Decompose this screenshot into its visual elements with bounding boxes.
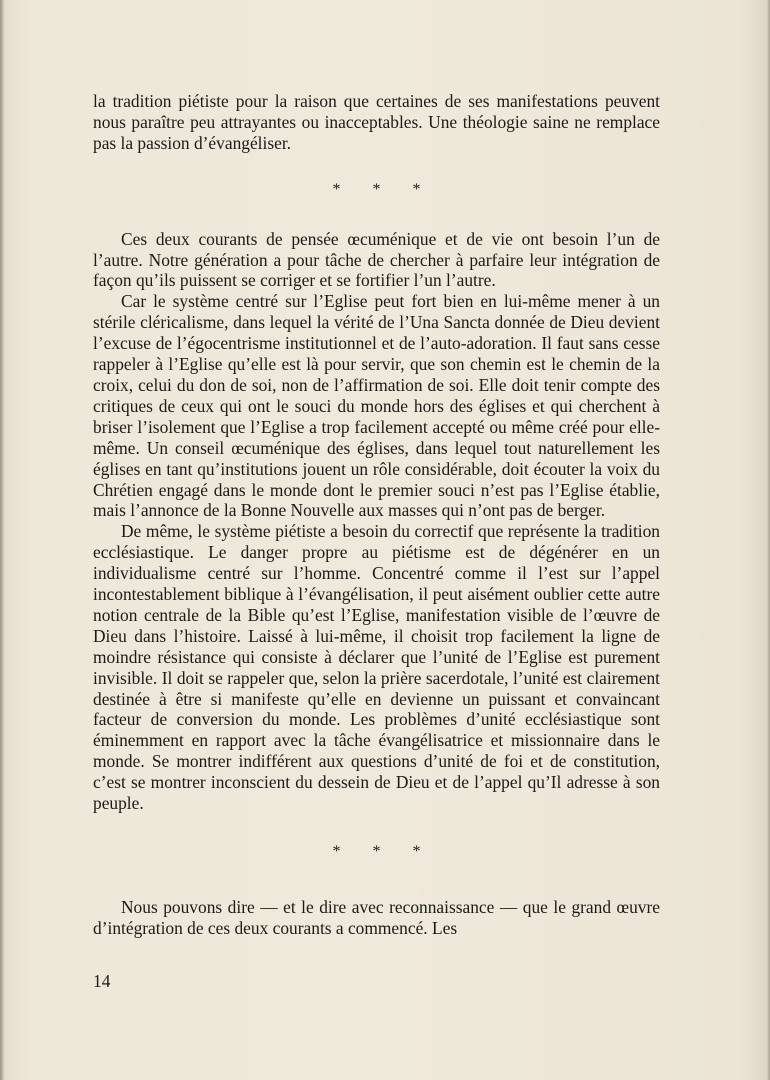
- paragraph: Ces deux courants de pensée œcuménique et de vie ont besoin l’un de l’autre. Notre génération a pour tâche de chercher à parfaire leur intégration de façon qu’ils puissent se corriger et se fortifier l’un l’autre.: [93, 228, 660, 291]
- body-text: [93, 91, 660, 939]
- paragraph: Car le système centré sur l’Eglise peut fort bien en lui-même mener à un stérile cléricalisme, dans lequel la vérité de l’Una Sancta donnée de Dieu devient l’excuse de l’égocentrisme institutionnel et de l’auto-adoration. Il faut sans cesse rappeler à l’Eglise qu’elle est là pour servir, que son chemin est le chemin de la croix, celui du don de soi, non de l’affirmation de soi. Elle doit tenir compte des critiques de ceux qui ont le souci du monde hors des églises et qui cherchent à briser l’isolement que l’Eglise a trop facilement accepté ou même créé pour elle-même. Un conseil œcuménique des églises, dans lequel tout naturellement les églises en tant qu’institutions jouent un rôle considérable, doit écouter la voix du Chrétien engagé dans le monde dont le premier souci n’est pas l’Eglise établie, mais l’annonce de la Bonne Nouvelle aux masses qui n’ont pas de berger.: [93, 291, 660, 521]
- section-separator: * * *: [332, 843, 435, 860]
- paragraph-continuation: la tradition piétiste pour la raison que certaines de ses manifestations peuvent nous paraître peu attrayantes ou inacceptables. Une théologie saine ne remplace pas la passion d’évangéliser.: [93, 91, 660, 153]
- page-left-edge: [0, 0, 4, 1080]
- paragraph: De même, le système piétiste a besoin du correctif que représente la tradition ecclésiastique. Le danger propre au piétisme est de dégénérer en un individualisme centré sur l’homme. Concentré comme il l’est sur l’appel incontestablement biblique à l’évangélisation, il peut aisément oublier cette autre notion centrale de la Bible qu’est l’Eglise, manifestation visible de l’œuvre de Dieu dans l’histoire. Laissé à lui-même, il choisit trop facilement la ligne de moindre résistance qui consiste à déclarer que l’unité de l’Eglise est purement invisible. Il doit se rappeler que, selon la prière sacerdotale, l’unité est clairement destinée à être si manifeste qu’elle en devienne un puissant et convaincant facteur de conversion du monde. Les problèmes d’unité ecclésiastique sont éminemment en rapport avec la tâche évangélisatrice et missionnaire dans le monde. Se montrer indifférent aux questions d’unité de foi et de constitution, c’est se montrer inconscient du dessein de Dieu et de l’appel qu’Il adresse à son peuple.: [93, 521, 660, 814]
- page-number: 14: [93, 971, 111, 991]
- paragraph: Nous pouvons dire — et le dire avec reconnaissance — que le grand œuvre d’intégration de ces deux courants a commencé. Les: [93, 896, 660, 938]
- section-separator: * * *: [332, 180, 435, 198]
